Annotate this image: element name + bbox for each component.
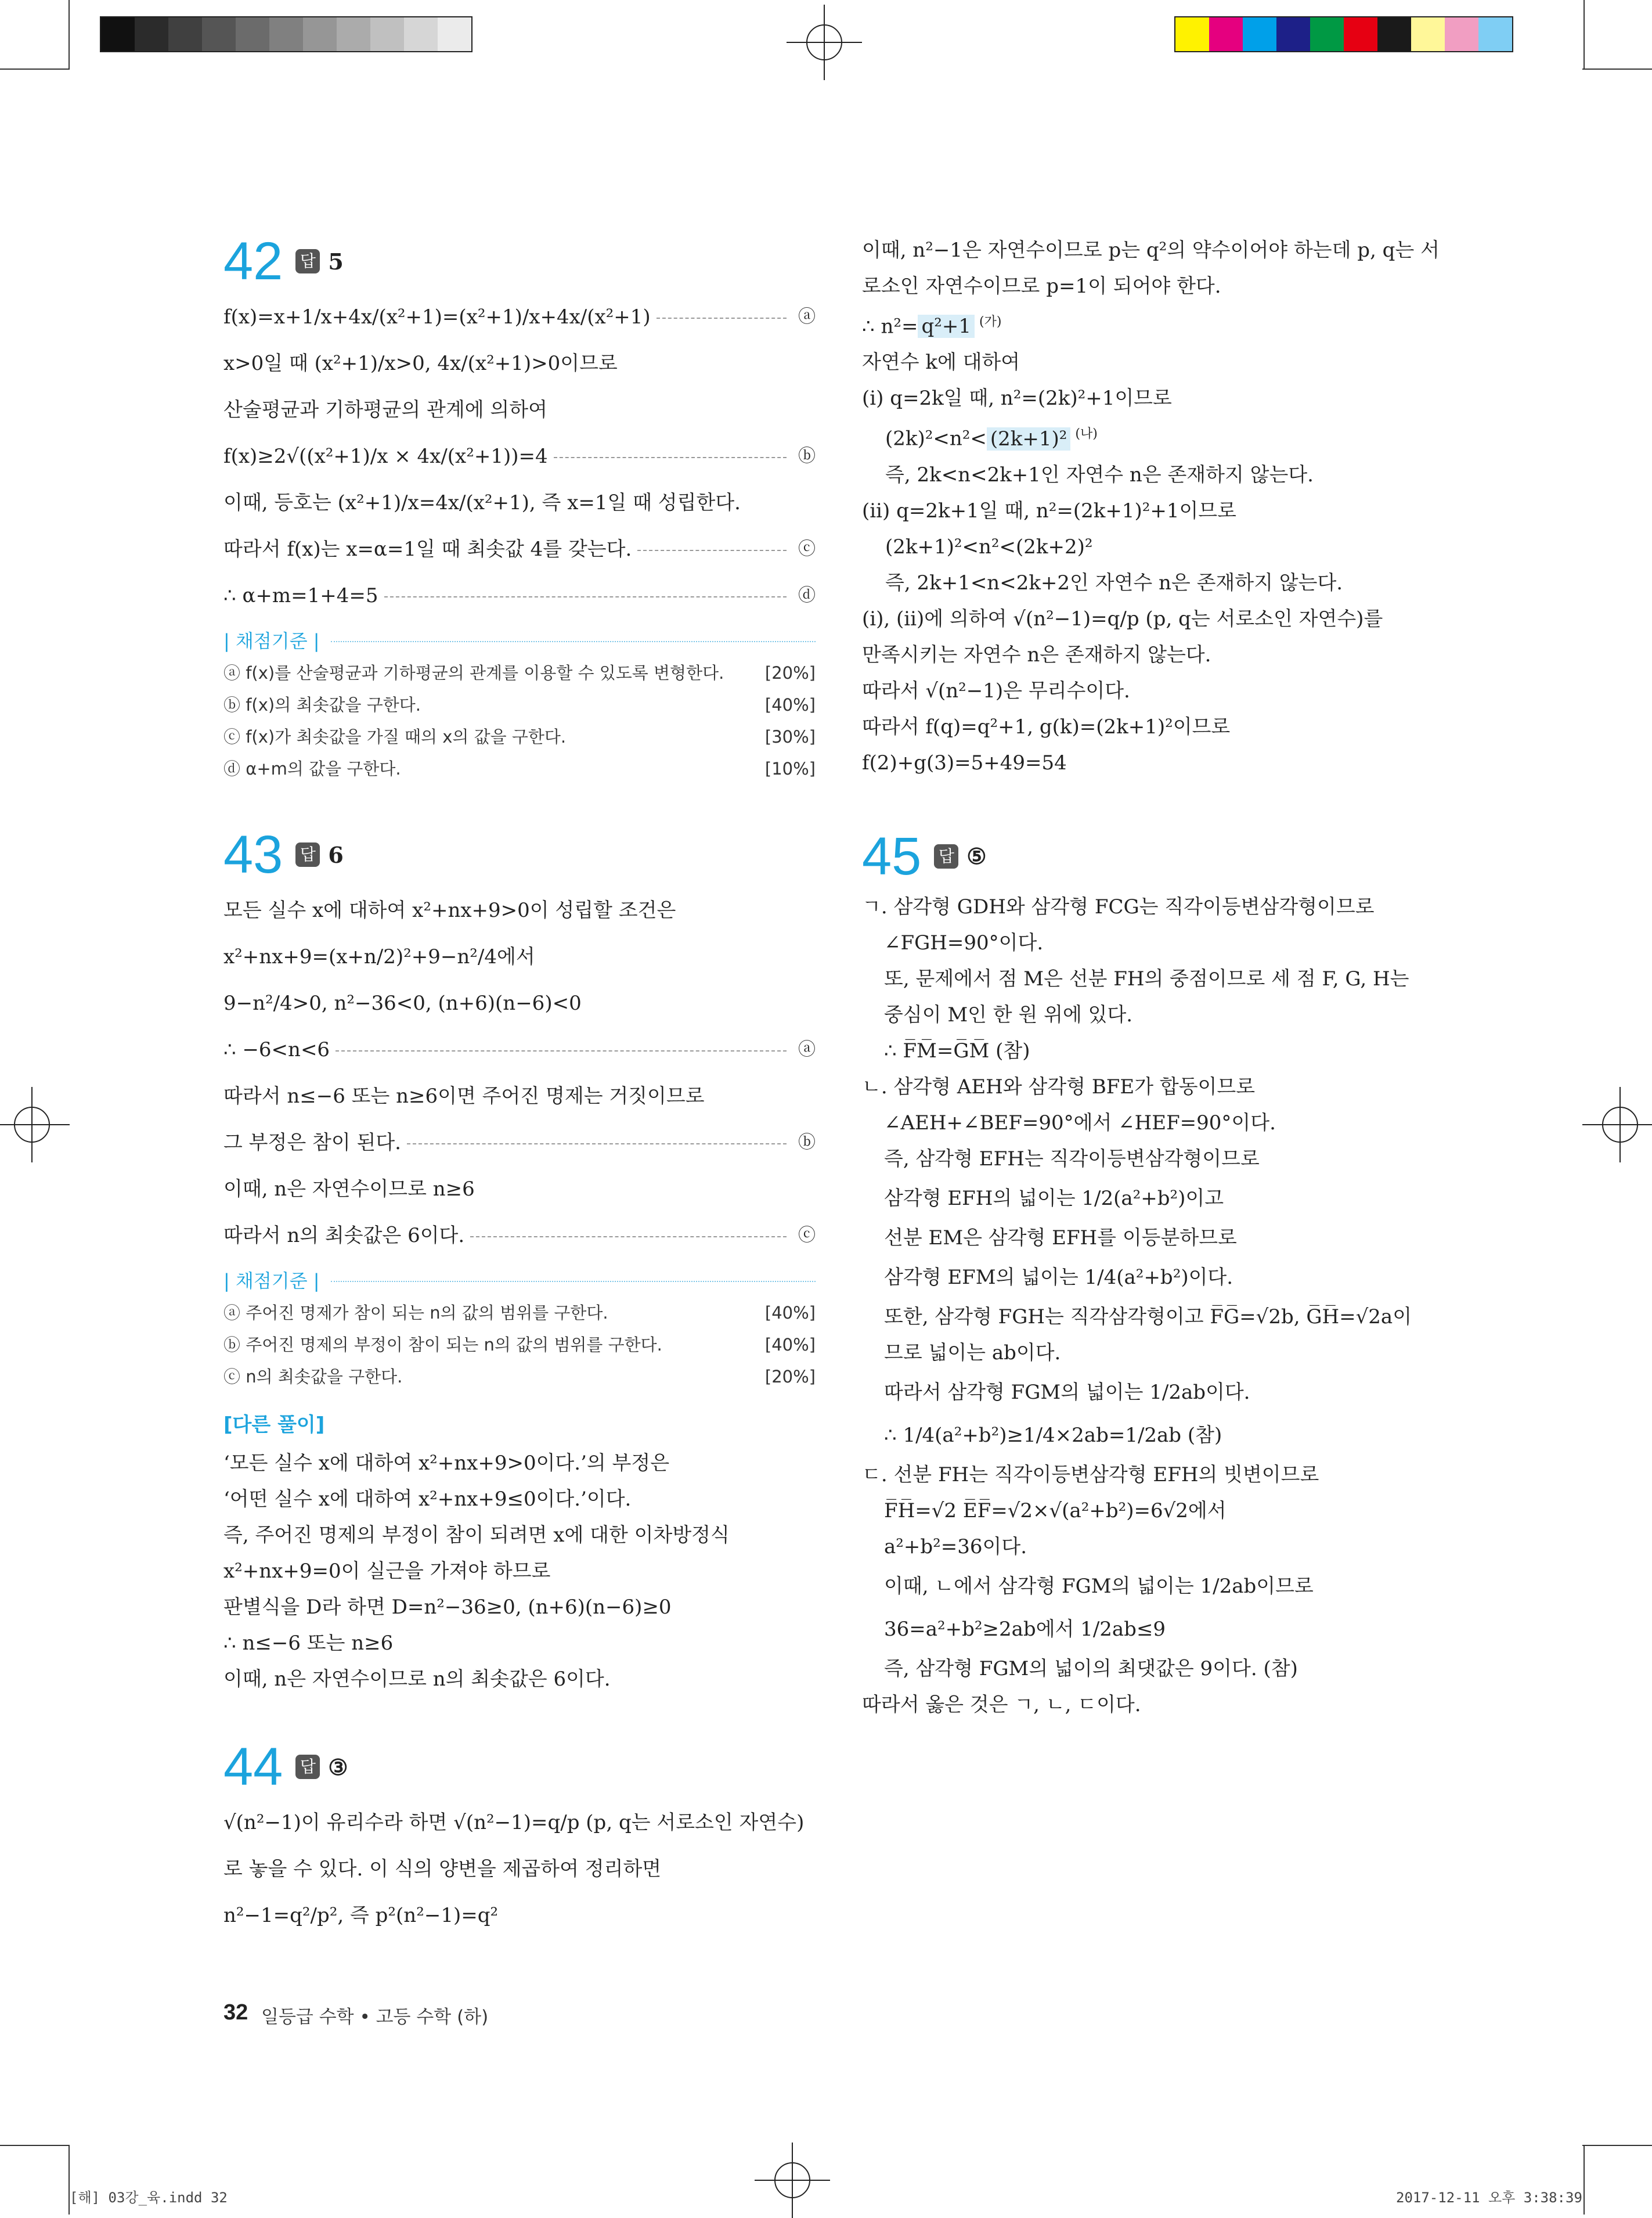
leader-line	[407, 1143, 787, 1144]
page-number: 32	[223, 2000, 248, 2025]
gray-swatch	[404, 17, 438, 51]
gray-swatch	[269, 17, 303, 51]
q43-line: ‘어떤 실수 x에 대하여 x²+nx+9≤0이다.’이다.	[223, 1488, 632, 1511]
q44-line	[862, 493, 1431, 529]
criteria-percent: [20%]	[764, 663, 816, 683]
crop-mark	[1582, 2145, 1652, 2146]
leader-line	[554, 457, 787, 458]
criteria-text: ⓐ f(x)를 산술평균과 기하평균의 관계를 이용할 수 있도록 변형한다.	[223, 663, 724, 683]
q45-line: 삼각형 EFH의 넓이는 1/2(a²+b²)이고	[884, 1186, 1224, 1210]
q45-number: 45	[862, 826, 922, 886]
q42-criteria-row	[223, 657, 816, 689]
leader-line	[657, 318, 787, 319]
blank-tag-ga: (가)	[979, 315, 1002, 329]
q44-line	[862, 416, 1431, 456]
criteria-text: ⓑ f(x)의 최솟값을 구한다.	[223, 695, 421, 715]
step-mark: ⓐ	[798, 1039, 816, 1060]
book-title: 일등급 수학 • 고등 수학 (하)	[261, 2007, 489, 2028]
q43-line: x²+nx+9=0이 실근을 가져야 하므로	[223, 1560, 551, 1583]
q43-line-text: 따라서 n의 최솟값은 6이다.	[223, 1224, 465, 1247]
q43-criteria-title: | 채점기준 |	[223, 1265, 816, 1297]
q45-line: ㄷ. 선분 FH는 직각이등변삼각형 EFH의 빗변이므로	[862, 1463, 1319, 1486]
color-swatch	[1445, 17, 1478, 51]
color-calibration-bar	[1174, 16, 1513, 52]
q42-line	[223, 340, 816, 387]
q44-line-text: 만족시키는 자연수 n은 존재하지 않는다.	[862, 643, 1211, 667]
color-swatch	[1276, 17, 1310, 51]
color-swatch	[1243, 17, 1276, 51]
q44-solution	[223, 1799, 816, 1939]
q45-line: ㄴ. 삼각형 AEH와 삼각형 BFE가 합동이므로	[862, 1075, 1256, 1099]
q44-header	[223, 1738, 816, 1796]
answer-badge: 답	[934, 844, 958, 869]
q42-header	[223, 232, 816, 290]
color-swatch	[1175, 17, 1209, 51]
q45-solution	[862, 889, 1431, 1723]
q42-criteria-title: | 채점기준 |	[223, 625, 816, 657]
q45-line: 즉, 삼각형 FGM의 넓이의 최댓값은 9이다. (참)	[884, 1657, 1298, 1680]
q44-line-text: (ⅰ) q=2k일 때, n²=(2k)²+1이므로	[862, 387, 1172, 411]
q44-line	[862, 457, 1431, 493]
step-mark: ⓑ	[798, 446, 816, 466]
q43-line: ∴ n≤−6 또는 n≥6	[223, 1632, 394, 1655]
q42-line	[223, 572, 816, 619]
q44-line	[862, 601, 1431, 637]
q44-line-text: 이때, n²−1은 자연수이므로 p는 q²의 약수이어야 하는데 p, q는 서	[862, 239, 1440, 262]
q44-line	[862, 673, 1431, 709]
q42-line-text: 따라서 f(x)는 x=α=1일 때 최솟값 4를 갖는다.	[223, 538, 632, 561]
criteria-percent: [40%]	[764, 695, 816, 715]
crop-mark	[1584, 0, 1585, 70]
q42-line	[223, 433, 816, 480]
q43-line	[223, 980, 816, 1027]
gray-swatch	[370, 17, 404, 51]
registration-mark-top	[787, 5, 862, 80]
q43-line	[223, 1119, 816, 1166]
q45-line: 선분 EM은 삼각형 EFH를 이등분하므로	[884, 1226, 1237, 1250]
q44-line	[862, 304, 1431, 344]
q44-line-text: 즉, 2k+1<n<2k+2인 자연수 n은 존재하지 않는다.	[885, 571, 1343, 595]
criteria-text: ⓓ α+m의 값을 구한다.	[223, 759, 401, 779]
q45-line: 삼각형 EFM의 넓이는 1/4(a²+b²)이다.	[884, 1265, 1233, 1289]
criteria-text: ⓐ 주어진 명제가 참이 되는 n의 값의 범위를 구한다.	[223, 1303, 608, 1323]
q43-line-text: x²+nx+9=(x+n/2)²+9−n²/4에서	[223, 945, 535, 968]
gray-swatch	[236, 17, 269, 51]
q45-line: 므로 넓이는 ab이다.	[884, 1341, 1061, 1364]
q45-line: 즉, 삼각형 EFH는 직각이등변삼각형이므로	[884, 1147, 1260, 1171]
slug-timestamp: 2017-12-11 오후 3:38:39	[1396, 2190, 1582, 2206]
q44-line: √(n²−1)이 유리수라 하면 √(n²−1)=q/p (p, q는 서로소인 자연수)	[223, 1811, 805, 1834]
blank-tag-na: (나)	[1075, 427, 1098, 442]
step-mark: ⓒ	[798, 1225, 816, 1245]
q44-solution-continued	[862, 232, 1440, 781]
crop-mark	[1582, 69, 1652, 70]
q44-line	[862, 565, 1431, 601]
q43-line-text: 따라서 n≤−6 또는 n≥6이면 주어진 명제는 거짓이므로	[223, 1085, 705, 1108]
q44-line-text: (2k+1)²<n²<(2k+2)²	[885, 535, 1093, 559]
q44-line: 로 놓을 수 있다. 이 식의 양변을 제곱하여 정리하면	[223, 1857, 662, 1881]
q43-line	[223, 1166, 816, 1212]
q45-line: 또한, 삼각형 FGH는 직각삼각형이고 F̅G̅=√2b, G̅H̅=√2a이	[884, 1305, 1412, 1328]
left-column	[223, 232, 816, 1939]
leader-line	[384, 596, 787, 597]
q42-number: 42	[223, 232, 283, 291]
q42-criteria-row	[223, 753, 816, 785]
q45-header	[862, 827, 1431, 885]
q42-line	[223, 526, 816, 572]
step-mark: ⓒ	[798, 539, 816, 559]
leader-line	[470, 1236, 787, 1237]
q43-line	[223, 1212, 816, 1259]
q44-line	[862, 268, 1431, 304]
q43-alt-solution	[223, 1445, 816, 1697]
gray-swatch	[168, 17, 202, 51]
q42-criteria-row	[223, 689, 816, 721]
criteria-percent: [40%]	[764, 1303, 816, 1323]
q42-line	[223, 294, 816, 340]
q42-line-text: 산술평균과 기하평균의 관계에 의하여	[223, 398, 547, 422]
q45-line: 이때, ㄴ에서 삼각형 FGM의 넓이는 1/2ab이므로	[884, 1574, 1314, 1598]
right-column	[862, 232, 1440, 1723]
q42-solution	[223, 294, 816, 619]
q44-line-text: 즉, 2k<n<2k+1인 자연수 n은 존재하지 않는다.	[885, 463, 1314, 487]
q44-line-text: f(2)+g(3)=5+49=54	[862, 751, 1067, 775]
q44-line-text: ∴ n²=	[862, 315, 918, 339]
q44-line-text: (ⅰ), (ⅱ)에 의하여 √(n²−1)=q/p (p, q는 서로소인 자연수)를	[862, 607, 1383, 631]
q45-answer: ⑤	[966, 843, 987, 870]
q43-line-text: 모든 실수 x에 대하여 x²+nx+9>0이 성립할 조건은	[223, 899, 676, 922]
answer-badge: 답	[295, 842, 320, 867]
q43-line	[223, 1027, 816, 1073]
step-mark: ⓐ	[798, 307, 816, 327]
registration-mark-left	[0, 1087, 70, 1162]
q44-line	[862, 232, 1440, 268]
blank-box-ga: q²+1	[918, 315, 975, 338]
slug-filename: [해] 03강_육.indd 32	[70, 2190, 228, 2206]
q42-line	[223, 387, 816, 433]
q44-number: 44	[223, 1737, 283, 1796]
q45-line: ∴ F̅M̅=G̅M̅ (참)	[884, 1039, 1030, 1063]
q43-line-text: 그 부정은 참이 된다.	[223, 1131, 401, 1154]
q44-answer: ③	[328, 1753, 348, 1780]
q43-line-text: 이때, n은 자연수이므로 n≥6	[223, 1178, 475, 1201]
q45-line: 중심이 M인 한 원 위에 있다.	[884, 1003, 1133, 1027]
q44-line-text: 따라서 √(n²−1)은 무리수이다.	[862, 679, 1130, 703]
criteria-percent: [30%]	[764, 727, 816, 747]
answer-badge: 답	[295, 249, 320, 273]
color-swatch	[1377, 17, 1411, 51]
color-swatch	[1310, 17, 1344, 51]
q44-line: n²−1=q²/p², 즉 p²(n²−1)=q²	[223, 1904, 499, 1927]
q43-line: ‘모든 실수 x에 대하여 x²+nx+9>0이다.’의 부정은	[223, 1452, 670, 1475]
q42-line	[223, 480, 816, 526]
q42-line-text: f(x)≥2√((x²+1)/x × 4x/(x²+1))=4	[223, 445, 548, 468]
q42-line-text: x>0일 때 (x²+1)/x>0, 4x/(x²+1)>0이므로	[223, 352, 618, 375]
crop-mark	[68, 0, 70, 70]
step-mark: ⓓ	[798, 585, 816, 606]
q44-line-text: (ⅱ) q=2k+1일 때, n²=(2k+1)²+1이므로	[862, 499, 1236, 523]
crop-mark	[0, 2145, 70, 2146]
q44-line	[862, 637, 1431, 673]
q43-criteria-row	[223, 1297, 816, 1329]
answer-badge: 답	[295, 1755, 320, 1779]
gray-swatch	[101, 17, 135, 51]
q42-line-text: f(x)=x+1/x+4x/(x²+1)=(x²+1)/x+4x/(x²+1)	[223, 305, 651, 329]
color-swatch	[1411, 17, 1445, 51]
q42-line-text: 이때, 등호는 (x²+1)/x=4x/(x²+1), 즉 x=1일 때 성립한다.	[223, 491, 741, 514]
crop-mark	[1584, 2145, 1585, 2215]
q45-line: ∴ 1/4(a²+b²)≥1/4×2ab=1/2ab (참)	[884, 1423, 1222, 1447]
crop-mark	[0, 69, 70, 70]
criteria-text: ⓒ f(x)가 최솟값을 가질 때의 x의 값을 구한다.	[223, 727, 567, 747]
criteria-text: ⓑ 주어진 명제의 부정이 참이 되는 n의 값의 범위를 구한다.	[223, 1335, 662, 1355]
q43-line: 이때, n은 자연수이므로 n의 최솟값은 6이다.	[223, 1668, 611, 1691]
q45-line: 따라서 삼각형 FGM의 넓이는 1/2ab이다.	[884, 1380, 1250, 1404]
color-swatch	[1478, 17, 1512, 51]
gray-swatch	[135, 17, 168, 51]
q43-line: 즉, 주어진 명제의 부정이 참이 되려면 x에 대한 이차방정식	[223, 1524, 730, 1547]
q43-line-text: ∴ −6<n<6	[223, 1038, 330, 1061]
q43-criteria-row	[223, 1361, 816, 1393]
q44-line-text: 따라서 f(q)=q²+1, g(k)=(2k+1)²이므로	[862, 715, 1231, 739]
registration-mark-bottom	[755, 2143, 830, 2218]
color-swatch	[1209, 17, 1243, 51]
q43-line	[223, 1073, 816, 1119]
q43-line	[223, 887, 816, 934]
q44-line	[862, 709, 1431, 745]
q45-line: ∠AEH+∠BEF=90°에서 ∠HEF=90°이다.	[884, 1111, 1276, 1135]
gray-swatch	[337, 17, 370, 51]
leader-line	[336, 1050, 787, 1052]
q44-line-text: 로소인 자연수이므로 p=1이 되어야 한다.	[862, 275, 1221, 298]
q45-line: F̅H̅=√2 E̅F̅=√2×√(a²+b²)=6√2에서	[884, 1499, 1227, 1522]
q43-alt-title: [다른 풀이]	[223, 1413, 325, 1436]
q44-line-text: 자연수 k에 대하여	[862, 351, 1020, 375]
gray-swatch	[202, 17, 236, 51]
q43-line-text: 9−n²/4>0, n²−36<0, (n+6)(n−6)<0	[223, 992, 582, 1015]
registration-mark-right	[1582, 1087, 1652, 1162]
blank-box-na: (2k+1)²	[987, 427, 1071, 451]
q43-line	[223, 934, 816, 980]
gray-calibration-bar	[100, 16, 472, 52]
q45-line: ∠FGH=90°이다.	[884, 931, 1044, 955]
q43-answer: 6	[328, 841, 344, 868]
q44-line	[862, 529, 1431, 565]
q42-criteria-row	[223, 721, 816, 753]
q42-line-text: ∴ α+m=1+4=5	[223, 584, 378, 607]
criteria-percent: [40%]	[764, 1335, 816, 1355]
q43-criteria	[223, 1297, 816, 1393]
gray-swatch	[303, 17, 337, 51]
q45-line: ㄱ. 삼각형 GDH와 삼각형 FCG는 직각이등변삼각형이므로	[862, 895, 1375, 919]
q44-line	[862, 745, 1431, 781]
q45-line: 36=a²+b²≥2ab에서 1/2ab≤9	[884, 1617, 1166, 1641]
q44-line	[862, 344, 1431, 380]
color-swatch	[1344, 17, 1377, 51]
q43-solution	[223, 887, 816, 1259]
leader-line	[637, 550, 787, 551]
q44-line	[862, 380, 1431, 416]
q45-line: a²+b²=36이다.	[884, 1535, 1027, 1558]
q44-line-text: (2k)²<n²<	[885, 427, 987, 451]
step-mark: ⓑ	[798, 1132, 816, 1153]
q43-header	[223, 826, 816, 884]
q43-number: 43	[223, 825, 283, 884]
criteria-text: ⓒ n의 최솟값을 구한다.	[223, 1367, 403, 1387]
gray-swatch	[438, 17, 471, 51]
q45-line: 따라서 옳은 것은 ㄱ, ㄴ, ㄷ이다.	[862, 1693, 1141, 1716]
q45-line: 또, 문제에서 점 M은 선분 FH의 중점이므로 세 점 F, G, H는	[884, 967, 1409, 991]
q43-line: 판별식을 D라 하면 D=n²−36≥0, (n+6)(n−6)≥0	[223, 1596, 672, 1619]
criteria-percent: [20%]	[764, 1367, 816, 1387]
q43-criteria-row	[223, 1329, 816, 1361]
q42-criteria	[223, 657, 816, 785]
criteria-percent: [10%]	[764, 759, 816, 779]
q42-answer: 5	[328, 248, 344, 275]
